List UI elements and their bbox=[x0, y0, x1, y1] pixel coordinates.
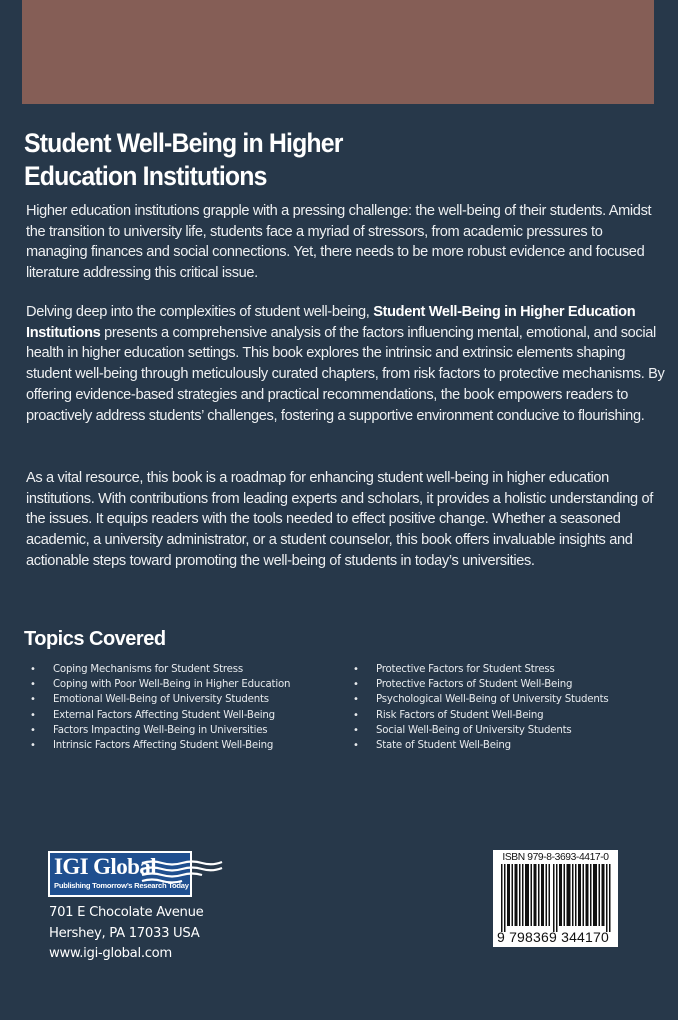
topics-list-right bbox=[353, 662, 609, 753]
bullet-icon: • bbox=[30, 709, 36, 721]
topic-label: Coping with Poor Well-Being in Higher Education bbox=[53, 679, 291, 691]
topic-item bbox=[30, 738, 290, 753]
book-title bbox=[24, 127, 576, 193]
topic-label: Psychological Well-Being of University Students bbox=[376, 694, 609, 706]
topic-item bbox=[30, 692, 290, 707]
publisher-address bbox=[49, 903, 203, 965]
p2-prefix: Delving deep into the complexities of student well-being, bbox=[26, 304, 374, 320]
bullet-icon: • bbox=[353, 709, 359, 721]
topic-label: Protective Factors for Student Stress bbox=[376, 664, 555, 675]
description-paragraph-2 bbox=[26, 302, 666, 426]
isbn-label: ISBN 979-8-3693-4417-0 bbox=[502, 852, 609, 863]
logo-waves-icon bbox=[140, 858, 224, 884]
topic-label: Social Well-Being of University Students bbox=[376, 724, 572, 736]
bullet-icon: • bbox=[30, 694, 36, 706]
topic-label: Risk Factors of Student Well-Being bbox=[376, 709, 544, 721]
topic-item bbox=[353, 662, 609, 677]
book-title-line-1: Student Well-Being in Higher bbox=[24, 128, 343, 158]
topics-list-left bbox=[30, 662, 290, 753]
isbn-barcode bbox=[493, 850, 618, 947]
barcode-digits: 9 798369 344170 bbox=[497, 929, 609, 945]
bullet-icon: • bbox=[353, 664, 359, 675]
publisher-logo-tagline: Publishing Tomorrow’s Research Today bbox=[54, 881, 189, 890]
topic-label: Factors Impacting Well-Being in Universities bbox=[53, 724, 268, 736]
topics-heading: Topics Covered bbox=[24, 628, 166, 650]
publisher-website: www.igi-global.com bbox=[49, 946, 172, 961]
bullet-icon: • bbox=[353, 679, 359, 691]
cover-top-band bbox=[22, 0, 654, 104]
bullet-icon: • bbox=[353, 740, 359, 752]
topic-label: External Factors Affecting Student Well-Being bbox=[53, 709, 275, 721]
publisher-logo-name: IGI Global bbox=[54, 854, 157, 879]
topic-item bbox=[30, 677, 290, 692]
topic-item bbox=[353, 708, 609, 723]
topic-label: Intrinsic Factors Affecting Student Well-Being bbox=[53, 740, 274, 752]
topic-label: State of Student Well-Being bbox=[376, 740, 511, 752]
address-line-2: Hershey, PA 17033 USA bbox=[49, 925, 200, 941]
p2-book-title-bold: Student Well-Being in Higher Education Institutions bbox=[26, 304, 636, 341]
bullet-icon: • bbox=[353, 724, 359, 736]
topic-item bbox=[353, 692, 609, 707]
topic-item bbox=[30, 662, 290, 677]
description-paragraph-3: As a vital resource, this book is a roadmap for enhancing student well-being in higher education institutions. With contributions from leading experts and scholars, it provides a holistic understanding of the issues. It equips readers with the tools needed to effect positive change. Whether a seasoned academic, a university administrator, or a student counselor, this book offers invaluable insights and actionable steps toward promoting the well-being of students in today’s universities. bbox=[26, 470, 653, 569]
book-title-line-2: Education Institutions bbox=[24, 161, 267, 191]
topic-item bbox=[353, 677, 609, 692]
barcode-icon bbox=[499, 864, 613, 932]
topic-item bbox=[30, 723, 290, 738]
topic-item bbox=[353, 738, 609, 753]
topic-label: Emotional Well-Being of University Students bbox=[53, 694, 269, 706]
description-paragraph-1: Higher education institutions grapple with a pressing challenge: the well-being of their students. Amidst the transition to university life, students face a myriad of stressors, from academic pressures to managing finances and social connections. Yet, there needs to be more robust evidence and focused literature addressing this critical issue. bbox=[26, 203, 652, 282]
bullet-icon: • bbox=[30, 724, 36, 736]
topic-label: Protective Factors of Student Well-Being bbox=[376, 679, 573, 691]
p2-suffix: presents a comprehensive analysis of the factors influencing mental, emotional, and social health in higher education settings. This book explores the intrinsic and extrinsic elements shaping student well-being through meticulously curated chapters, from risk factors to protective mechanisms. By offering evidence-based strategies and practical recommendations, the book empowers readers to proactively address students’ challenges, fostering a supportive environment conducive to flourishing. bbox=[26, 324, 665, 424]
topic-item bbox=[353, 723, 609, 738]
bullet-icon: • bbox=[30, 740, 36, 752]
bullet-icon: • bbox=[30, 664, 36, 675]
bullet-icon: • bbox=[353, 694, 359, 706]
address-line-1: 701 E Chocolate Avenue bbox=[49, 905, 204, 920]
topic-item bbox=[30, 708, 290, 723]
bullet-icon: • bbox=[30, 679, 36, 691]
topic-label: Coping Mechanisms for Student Stress bbox=[53, 664, 243, 675]
